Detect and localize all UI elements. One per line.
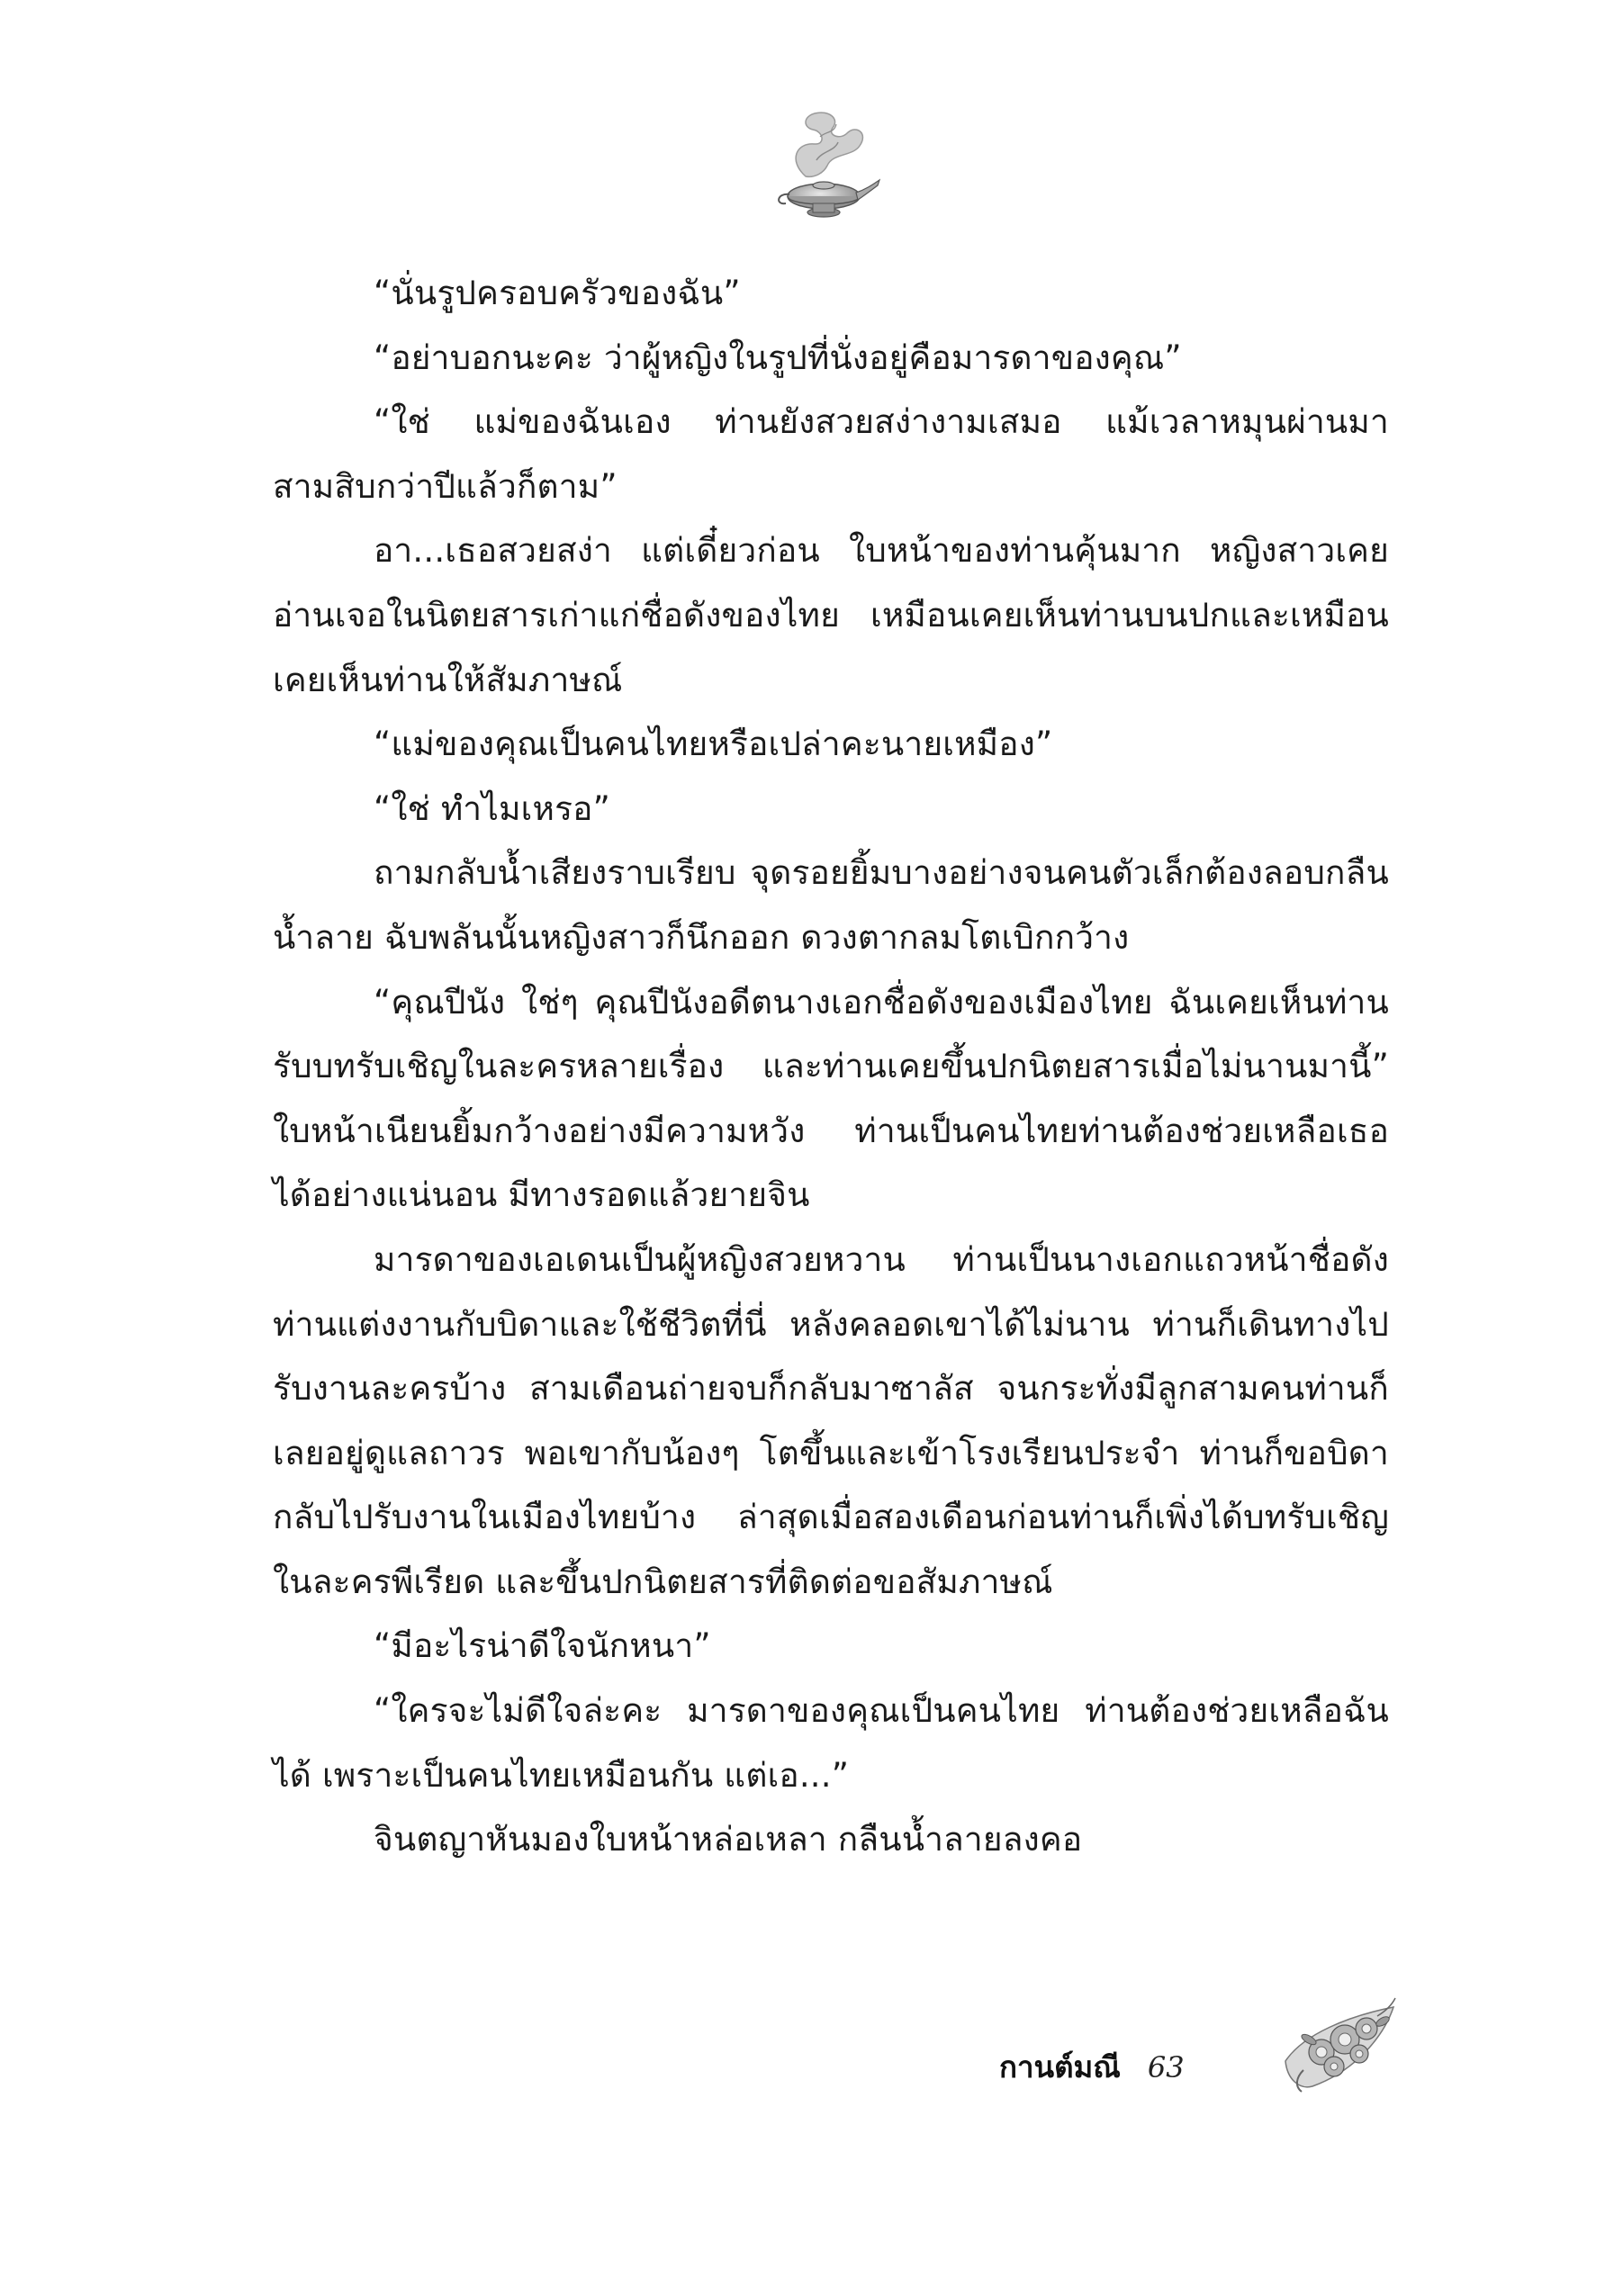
page-footer xyxy=(999,2043,1185,2088)
body-text xyxy=(273,261,1389,1872)
paragraph: จินตญาหันมองใบหน้าหล่อเหลา กลืนน้ำลายลงคอ xyxy=(374,1820,1083,1859)
paragraph: ถามกลับน้ำเสียงราบเรียบ จุดรอยยิ้มบางอย่างจนคนตัวเล็กต้องลอบกลืนน้ำลาย ฉับพลันนั้นหญิงสาวก็นึกออก ดวงตากลมโตเบิกกว้าง xyxy=(273,853,1389,957)
paragraph: “ใช่ ทำไมเหรอ” xyxy=(374,788,610,828)
paragraph: มารดาของเอเดนเป็นผู้หญิงสวยหวาน ท่านเป็นนางเอกแถวหน้าชื่อดัง ท่านแต่งงานกับบิดาและใช้ชีวิตที่นี่ หลังคลอดเขาได้ไม่นาน ท่านก็เดินทางไปรับงานละครบ้าง สามเดือนถ่ายจบก็กลับมาซาลัส จนกระทั่งมีลูกสามคนท่านก็เลยอยู่ดูแลถาวร พอเขากับน้องๆ โตขึ้นและเข้าโรงเรียนประจำ ท่านก็ขอบิดากลับไปรับงานในเมืองไทยบ้าง ล่าสุดเมื่อสองเดือนก่อนท่านก็เพิ่งได้บทรับเชิญในละครพีเรียด และขึ้นปกนิตยสารที่ติดต่อขอสัมภาษณ์ xyxy=(273,1239,1389,1601)
paragraph: “นั่นรูปครอบครัวของฉัน” xyxy=(374,274,741,312)
paragraph: “ใช่ แม่ของฉันเอง ท่านยังสวยสง่างามเสมอ แม้เวลาหมุนผ่านมาสามสิบกว่าปีแล้วก็ตาม” xyxy=(273,402,1389,506)
paragraph: “อย่าบอกนะคะ ว่าผู้หญิงในรูปที่นั่งอยู่คือมารดาของคุณ” xyxy=(374,338,1182,377)
paragraph: “มีอะไรน่าดีใจนักหนา” xyxy=(374,1626,711,1666)
page-number: 63 xyxy=(1147,2050,1185,2084)
paragraph: “แม่ของคุณเป็นคนไทยหรือเปล่าคะนายเหมือง” xyxy=(374,725,1053,764)
genie-lamp-icon xyxy=(770,106,882,228)
paragraph: “คุณปีนัง ใช่ๆ คุณปีนังอดีตนางเอกชื่อดังของเมืองไทย ฉันเคยเห็นท่านรับบทรับเชิญในละครหลายเรื่อง และท่านเคยขึ้นปกนิตยสารเมื่อไม่นานมานี้” ใบหน้าเนียนยิ้มกว้างอย่างมีความหวัง ท่านเป็นคนไทยท่านต้องช่วยเหลือเธอได้อย่างแน่นอน มีทางรอดแล้วยายจิน xyxy=(273,982,1389,1215)
paragraph: อา...เธอสวยสง่า แต่เดี๋ยวก่อน ใบหน้าของท่านคุ้นมาก หญิงสาวเคยอ่านเจอในนิตยสารเก่าแก่ชื่อดังของไทย เหมือนเคยเห็นท่านบนปกและเหมือนเคยเห็นท่านให้สัมภาษณ์ xyxy=(273,531,1389,699)
running-title: กานต์มณี xyxy=(999,2049,1121,2084)
paragraph: “ใครจะไม่ดีใจล่ะคะ มารดาของคุณเป็นคนไทย ท่านต้องช่วยเหลือฉันได้ เพราะเป็นคนไทยเหมือนกัน แต่เอ...” xyxy=(273,1691,1389,1795)
flower-bouquet-icon xyxy=(1276,1980,1402,2106)
